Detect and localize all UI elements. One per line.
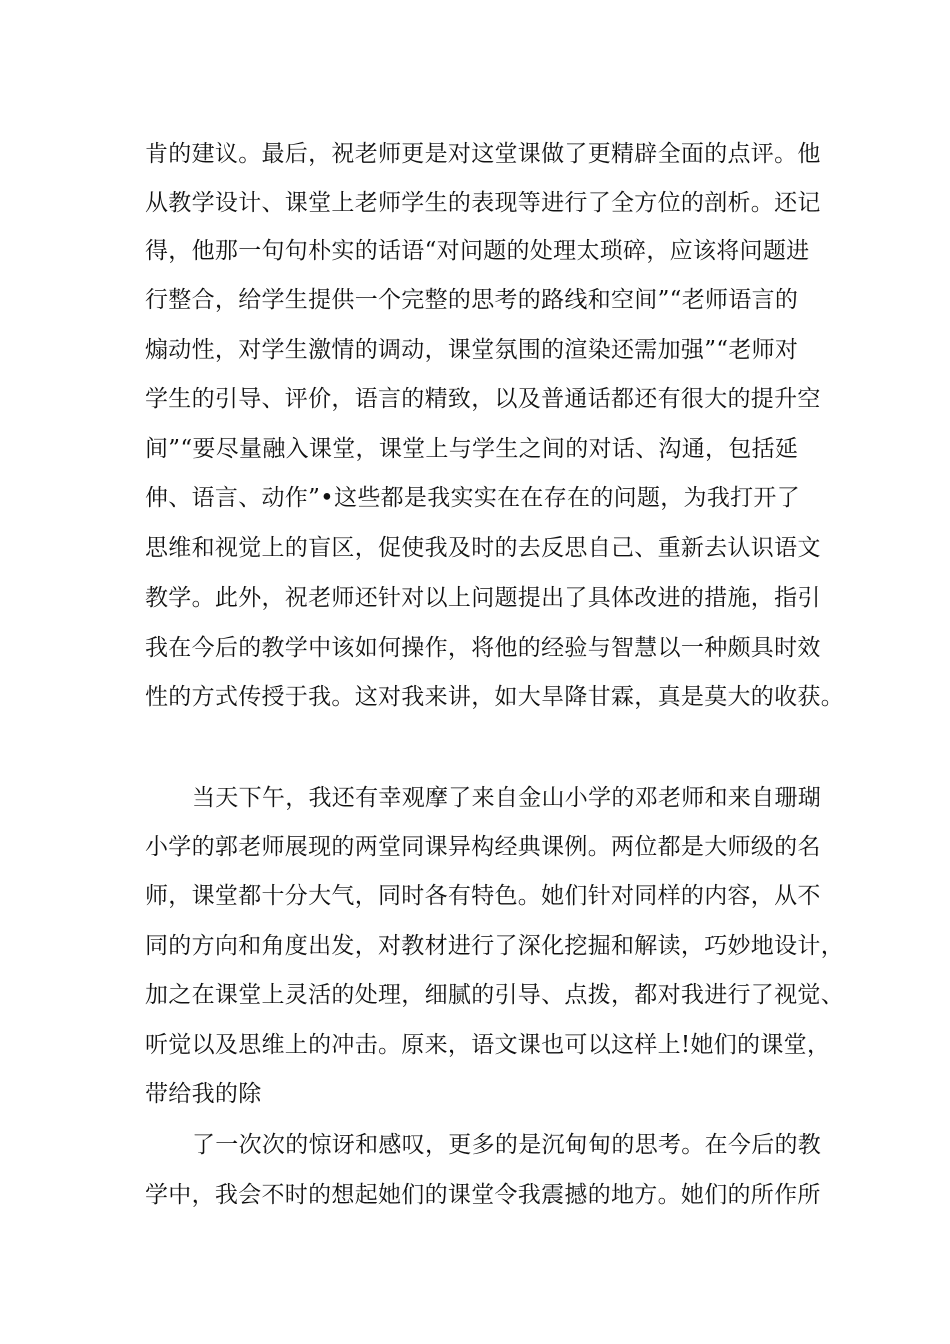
text-line: 学中，我会不时的想起她们的课堂令我震撼的地方。她们的所作所: [145, 1182, 821, 1208]
text-line: 带给我的除: [145, 1081, 262, 1107]
text-line: 小学的郭老师展现的两堂同课异构经典课例。两位都是大师级的名: [145, 834, 821, 860]
text-line: 煽动性，对学生激情的调动，课堂氛围的渲染还需加强”“老师对: [145, 337, 799, 363]
text-line: 间”“要尽量融入课堂，课堂上与学生之间的对话、沟通，包括延: [145, 436, 799, 462]
text-line: 我在今后的教学中该如何操作，将他的经验与智慧以一种颇具时效: [145, 635, 821, 661]
text-line: 加之在课堂上灵活的处理，细腻的引导、点拨，都对我进行了视觉、: [145, 982, 844, 1008]
text-line: 教学。此外，祝老师还针对以上问题提出了具体改进的措施，指引: [145, 585, 821, 611]
text-line: 肯的建议。最后，祝老师更是对这堂课做了更精辟全面的点评。他: [145, 141, 821, 167]
text-line: 师，课堂都十分大气，同时各有特色。她们针对同样的内容，从不: [145, 883, 821, 909]
text-line: 伸、语言、动作”•这些都是我实实在在存在的问题，为我打开了: [145, 485, 801, 511]
text-line: 学生的引导、评价，语言的精致，以及普通话都还有很大的提升空: [145, 386, 821, 412]
text-line: 从教学设计、课堂上老师学生的表现等进行了全方位的剖析。还记: [145, 190, 821, 216]
text-line: 思维和视觉上的盲区，促使我及时的去反思自己、重新去认识语文: [145, 535, 821, 561]
text-line: 性的方式传授于我。这对我来讲，如大旱降甘霖，真是莫大的收获。: [145, 684, 844, 710]
text-line: 了一次次的惊讶和感叹，更多的是沉甸甸的思考。在今后的教: [192, 1132, 822, 1158]
text-line: 行整合，给学生提供一个完整的思考的路线和空间”“老师语言的: [145, 287, 799, 313]
text-line: 当天下午，我还有幸观摩了来自金山小学的邓老师和来自珊瑚: [192, 785, 822, 811]
text-line: 同的方向和角度出发，对教材进行了深化挖掘和解读，巧妙地设计，: [145, 933, 844, 959]
text-line: 得，他那一句句朴实的话语“对问题的处理太琐碎，应该将问题进: [145, 238, 810, 264]
text-line: 听觉以及思维上的冲击。原来，语文课也可以这样上!她们的课堂，: [145, 1032, 831, 1058]
